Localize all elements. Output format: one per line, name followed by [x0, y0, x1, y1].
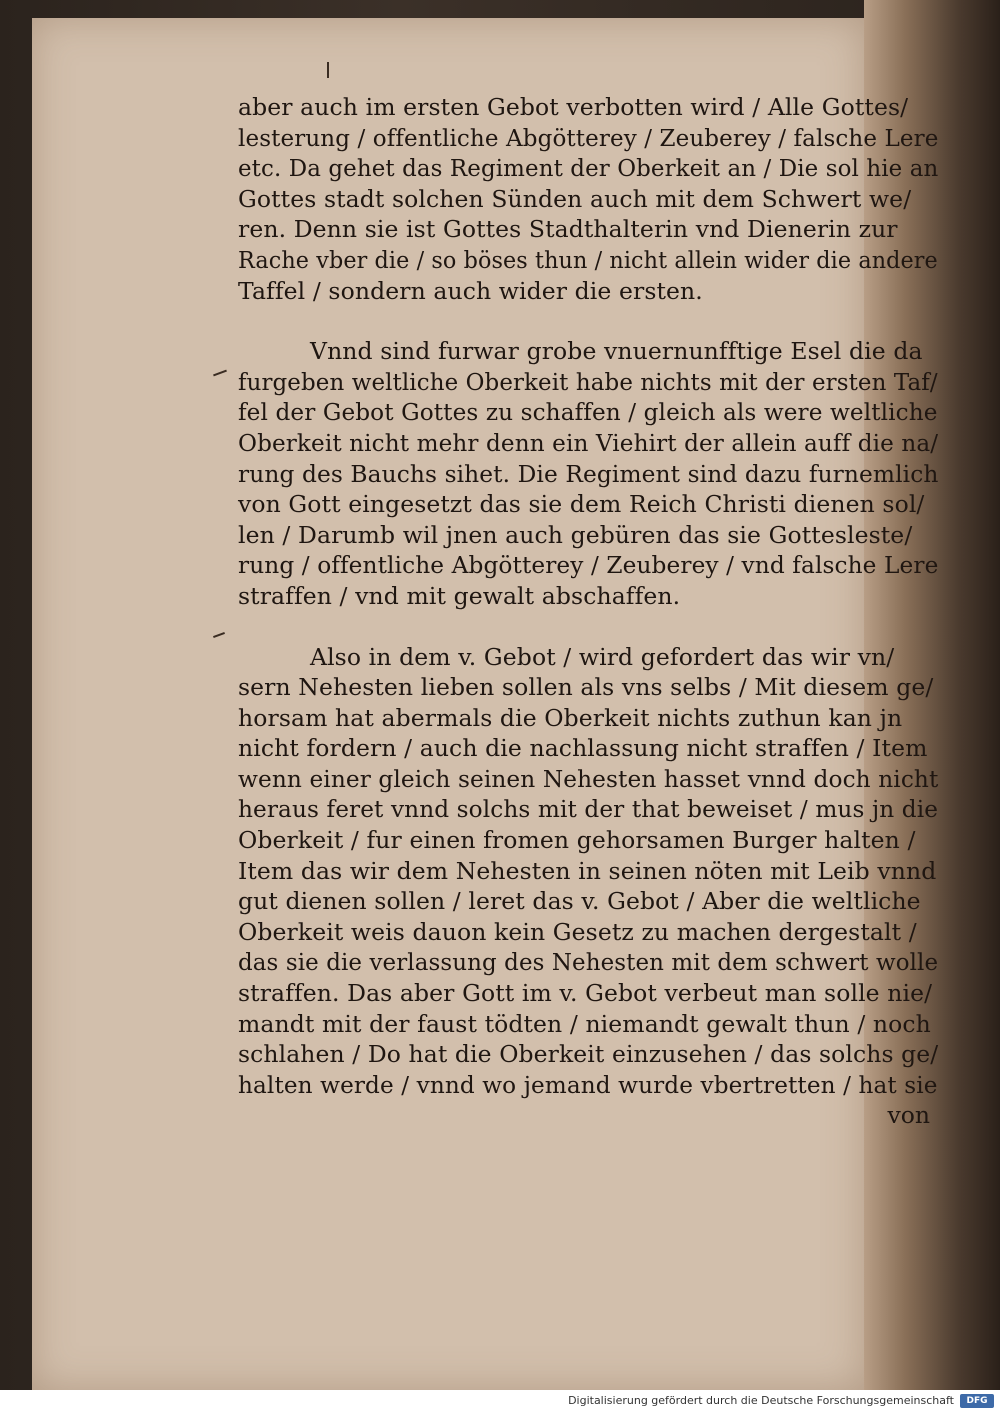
- paragraph-1: [238, 92, 938, 306]
- footer-bar: [0, 1390, 1000, 1413]
- body-text: [238, 92, 938, 1161]
- text-line: mandt mit der faust tödten / niemandt gewalt thun / noch: [238, 1009, 931, 1038]
- text-line: wenn einer gleich seinen Nehesten hasset vnnd doch nicht: [238, 764, 939, 793]
- dfg-logo-icon: DFG: [960, 1394, 994, 1408]
- text-line: Oberkeit / fur einen fromen gehorsamen Burger halten /: [238, 826, 916, 855]
- text-line: heraus feret vnnd solchs mit der that beweiset / mus jn die: [238, 795, 939, 824]
- text-line: gut dienen sollen / leret das v. Gebot / Aber die weltliche: [238, 887, 921, 916]
- text-line: Taffel / sondern auch wider die ersten.: [238, 276, 703, 305]
- funding-credit: Digitalisierung gefördert durch die Deutsche Forschungsgemeinschaft: [568, 1394, 954, 1407]
- paragraph-3: [238, 642, 938, 1132]
- text-line: nicht fordern / auch die nachlassung nicht straffen / Item: [238, 734, 928, 763]
- text-line: aber auch im ersten Gebot verbotten wird / Alle Gottes/: [238, 93, 909, 121]
- paragraph-2: [238, 336, 938, 611]
- text-line: Oberkeit nicht mehr denn ein Viehirt der allein auff die na/: [238, 428, 939, 457]
- text-line: Also in dem v. Gebot / wird gefordert das wir vn/: [310, 642, 895, 671]
- text-line: sern Nehesten lieben sollen als vns selbs / Mit diesem ge/: [238, 673, 934, 702]
- text-line: horsam hat abermals die Oberkeit nichts zuthun kan jn: [238, 703, 903, 732]
- text-line: rung des Bauchs sihet. Die Regiment sind dazu furnemlich: [238, 459, 939, 488]
- text-line: Oberkeit weis dauon kein Gesetz zu machen dergestalt /: [238, 917, 917, 946]
- catchword: von: [887, 1101, 930, 1130]
- text-line: straffen / vnd mit gewalt abschaffen.: [238, 581, 681, 610]
- text-line: Rache vber die / so böses thun / nicht allein wider die andere: [238, 245, 938, 274]
- text-line: ren. Denn sie ist Gottes Stadthalterin vnd Dienerin zur: [238, 215, 898, 244]
- text-line: Vnnd sind furwar grobe vnuernunfftige Esel die da: [310, 337, 923, 366]
- text-line: fel der Gebot Gottes zu schaffen / gleich als were weltliche: [238, 398, 938, 427]
- text-line: len / Darumb wil jnen auch gebüren das sie Gottesleste/: [238, 520, 913, 549]
- text-line: von Gott eingesetzt das sie dem Reich Christi dienen sol/: [238, 490, 925, 519]
- text-line: schlahen / Do hat die Oberkeit einzusehen / das solchs ge/: [238, 1040, 939, 1069]
- text-line: straffen. Das aber Gott im v. Gebot verbeut man solle nie/: [238, 979, 933, 1008]
- text-line: etc. Da gehet das Regiment der Oberkeit an / Die sol hie an: [238, 154, 939, 183]
- text-line: Item das wir dem Nehesten in seinen nöten mit Leib vnnd: [238, 856, 937, 885]
- ink-mark: [327, 62, 329, 78]
- text-line: halten werde / vnnd wo jemand wurde vbertretten / hat sie: [238, 1070, 938, 1099]
- text-line: Gottes stadt solchen Sünden auch mit dem Schwert we/: [238, 184, 912, 213]
- text-line: rung / offentliche Abgötterey / Zeuberey / vnd falsche Lere: [238, 551, 939, 580]
- text-line: furgeben weltliche Oberkeit habe nichts mit der ersten Taf/: [238, 367, 938, 396]
- text-line: lesterung / offentliche Abgötterey / Zeuberey / falsche Lere: [238, 123, 939, 152]
- text-line: das sie die verlassung des Nehesten mit dem schwert wolle: [238, 948, 939, 977]
